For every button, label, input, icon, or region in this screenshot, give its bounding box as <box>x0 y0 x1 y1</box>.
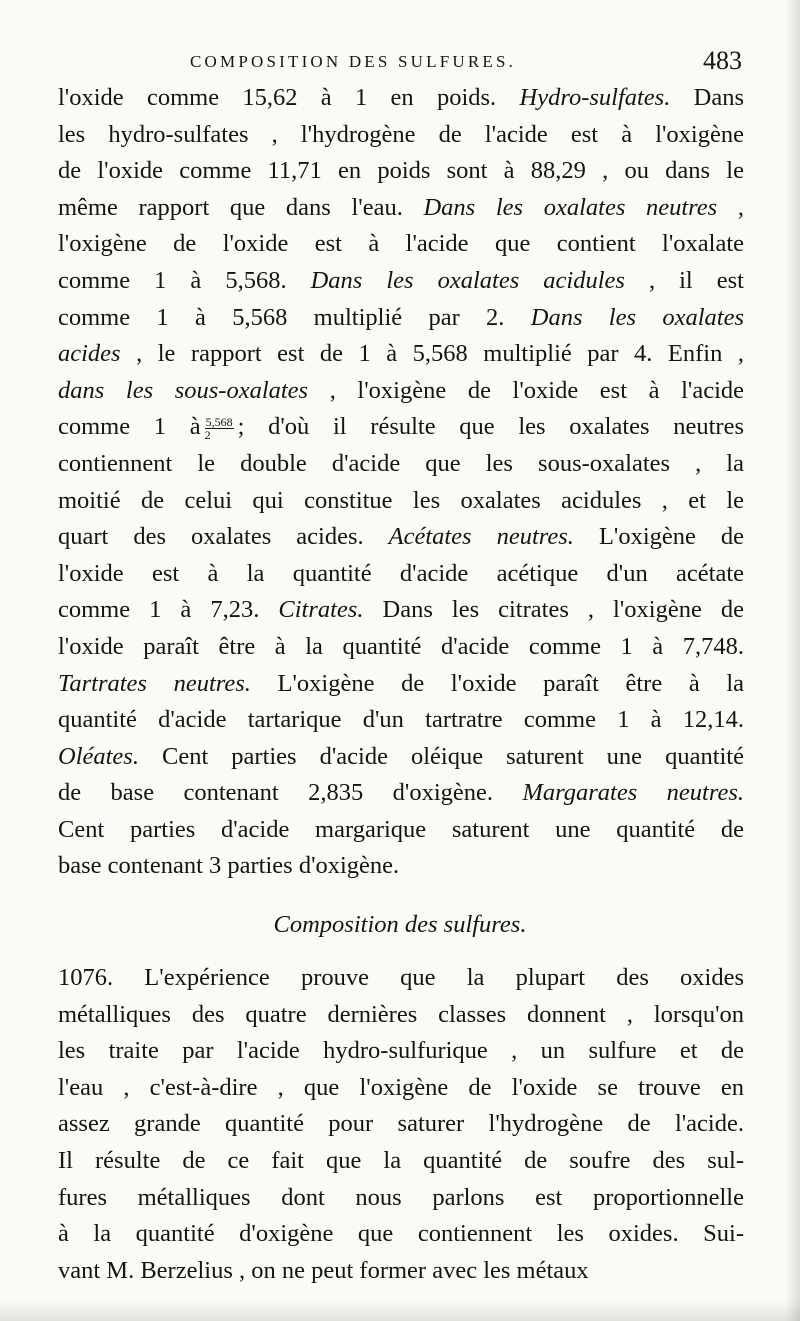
text-run: même rapport que dans l'eau. <box>58 193 424 221</box>
text-run: , l'oxigène de l'oxide est à l'acide <box>308 376 745 404</box>
text-line <box>58 1070 744 1107</box>
text-run: comme 1 à <box>58 413 201 441</box>
text-run: l'oxide est à la quantité d'acide acétique d'un acétate <box>58 559 744 587</box>
text-run: , il est <box>624 266 744 294</box>
text-line <box>58 960 744 997</box>
text-line <box>58 812 744 849</box>
text-run: L'oxigène de l'oxide paraît être à la <box>250 669 744 697</box>
italic-term: Citrates. <box>278 596 364 624</box>
text-line <box>58 629 744 666</box>
text-run: L'oxigène de <box>573 523 744 551</box>
scan-edge-shadow <box>786 0 800 1321</box>
text-line <box>58 409 744 446</box>
text-run: base contenant 3 parties d'oxigène. <box>58 852 400 880</box>
text-run: à la quantité d'oxigène que contiennent les oxides. Sui- <box>58 1220 744 1248</box>
italic-term: Hydro-sulfates. <box>519 84 671 111</box>
text-line <box>58 117 744 154</box>
text-run: Dans les citrates , l'oxigène de <box>363 596 744 624</box>
text-line <box>58 190 744 227</box>
text-line <box>58 519 744 556</box>
text-run: Cent parties d'acide margarique saturent une quantité de <box>58 815 744 843</box>
text-run: de base contenant 2,835 d'oxigène. <box>58 779 523 807</box>
text-line <box>58 153 744 190</box>
text-line <box>58 446 744 483</box>
italic-term: Oléates. <box>58 742 139 770</box>
text-run: , le rapport est de 1 à 5,568 multiplié par 4. Enfin , <box>120 340 744 368</box>
text-run: comme 1 à 5,568. <box>58 266 311 294</box>
text-line <box>58 373 744 410</box>
italic-term: dans les sous-oxalates <box>58 376 309 404</box>
text-run: les traite par l'acide hydro-sulfurique , un sulfure et de <box>58 1037 744 1065</box>
italic-term: Tartrates neutres. <box>58 669 251 697</box>
text-run: contiennent le double d'acide que les sous-oxalates , la <box>58 449 744 477</box>
italic-term: acides <box>58 340 121 368</box>
text-line <box>58 666 744 703</box>
text-run: quantité d'acide tartarique d'un tartratre comme 1 à 12,14. <box>58 706 744 734</box>
text-line <box>58 263 744 300</box>
text-run: vant M. Berzelius , on ne peut former avec les métaux <box>58 1256 589 1284</box>
text-line <box>58 226 744 263</box>
text-run: l'oxigène de l'oxide est à l'acide que contient l'oxalate <box>58 230 744 258</box>
fraction: $\frac{5,568}{2}$ <box>204 415 233 443</box>
paragraph-sulfides <box>58 960 744 1289</box>
text-run: de l'oxide comme 11,71 en poids sont à 88,29 , ou dans le <box>58 157 744 185</box>
text-run: 1076. L'expérience prouve que la plupart des oxides <box>58 964 744 991</box>
text-line <box>58 1216 744 1253</box>
text-run: comme 1 à 7,23. <box>58 596 279 624</box>
text-run: Dans <box>670 84 745 111</box>
text-line <box>58 1180 744 1217</box>
text-run: l'oxide paraît être à la quantité d'acide comme 1 à 7,748. <box>58 632 744 660</box>
text-run: l'oxide comme 15,62 à 1 en poids. <box>58 84 520 111</box>
italic-term: Margarates neutres. <box>522 779 744 807</box>
text-line <box>58 1033 744 1070</box>
text-line <box>58 1253 744 1290</box>
section-heading: Composition des sulfures. <box>273 911 527 938</box>
text-run: Il résulte de ce fait que la quantité de soufre des sul- <box>58 1146 744 1174</box>
italic-term: Dans les oxalates acidules <box>310 266 625 294</box>
text-line <box>58 997 744 1034</box>
text-run: les hydro-sulfates , l'hydrogène de l'acide est à l'oxigène <box>58 120 744 148</box>
text-line <box>58 702 744 739</box>
page-number: 483 <box>703 46 742 75</box>
italic-term: Acétates neutres. <box>388 523 574 551</box>
text-run: moitié de celui qui constitue les oxalates acidules , et le <box>58 486 744 514</box>
text-line <box>58 1143 744 1180</box>
text-run: ; d'où il résulte que les oxalates neutres <box>237 413 745 441</box>
text-line <box>58 739 744 776</box>
text-line <box>58 556 744 593</box>
text-line <box>58 300 744 337</box>
text-run: fures métalliques dont nous parlons est proportionnelle <box>58 1183 744 1211</box>
text-run: l'eau , c'est-à-dire , que l'oxigène de l'oxide se trouve en <box>58 1073 744 1101</box>
text-run: Cent parties d'acide oléique saturent une quantité <box>138 742 744 770</box>
italic-term: Dans les oxalates neutres <box>423 193 718 221</box>
text-line <box>58 483 744 520</box>
text-line <box>58 336 744 373</box>
text-line <box>58 848 744 885</box>
italic-term: Dans les oxalates <box>530 303 744 331</box>
text-line <box>58 775 744 812</box>
text-line <box>58 592 744 629</box>
text-line <box>58 80 744 117</box>
text-run: comme 1 à 5,568 multiplié par 2. <box>58 303 531 331</box>
text-run: assez grande quantité pour saturer l'hydrogène de l'acide. <box>58 1110 744 1138</box>
text-line <box>58 1106 744 1143</box>
scan-bottom-shadow <box>0 1299 800 1321</box>
text-run: métalliques des quatre dernières classes donnent , lorsqu'on <box>58 1000 744 1028</box>
running-title: COMPOSITION DES SULFURES. <box>190 52 517 71</box>
paragraph-oxides <box>58 80 744 885</box>
text-run: , <box>717 193 744 221</box>
text-run: quart des oxalates acides. <box>58 523 389 551</box>
